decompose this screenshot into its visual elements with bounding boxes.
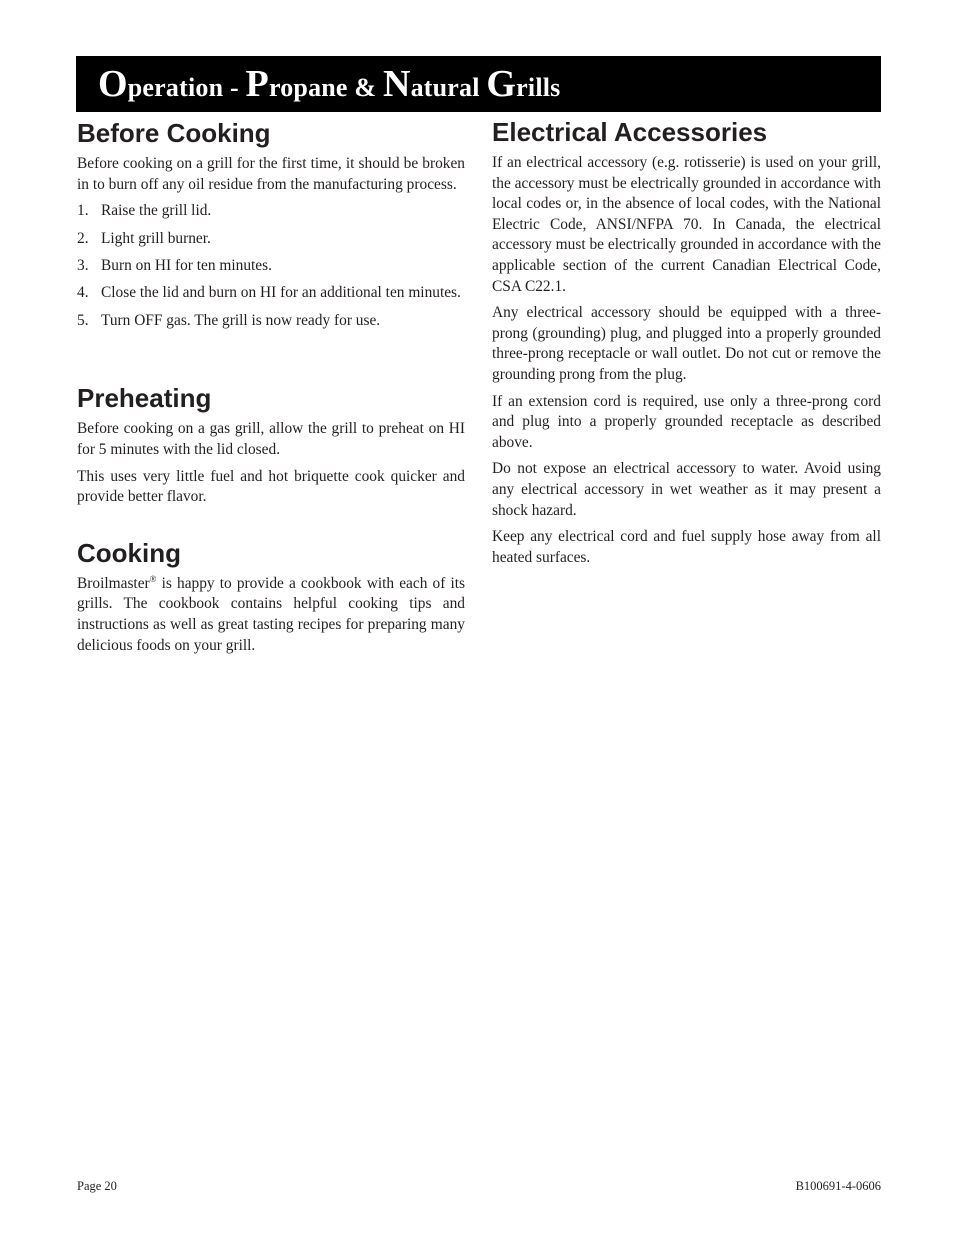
right-column bbox=[492, 112, 881, 574]
before-cooking-heading: Before Cooking bbox=[77, 118, 271, 148]
before-cooking-section bbox=[77, 118, 465, 331]
electrical-paragraph: If an extension cord is required, use only a three-prong cord and plug into a properly grounded receptacle as described above. bbox=[492, 392, 881, 451]
before-cooking-steps bbox=[77, 201, 465, 331]
electrical-accessories-heading: Electrical Accessories bbox=[492, 117, 768, 147]
preheating-paragraph: Before cooking on a gas grill, allow the grill to preheat on HI for 5 minutes with the lid closed. bbox=[77, 420, 465, 458]
electrical-accessories-section bbox=[492, 117, 881, 568]
cooking-paragraph-text: is happy to provide a cookbook with each of its grills. The cookbook contains helpful cooking tips and instructions as well as great tasting recipes for preparing many delicious foods on your grill. bbox=[77, 574, 465, 654]
before-cooking-intro: Before cooking on a grill for the first time, it should be broken in to burn off any oil residue from the manufacturing process. bbox=[77, 155, 465, 193]
step-text: Light grill burner. bbox=[101, 229, 211, 247]
electrical-paragraph: Any electrical accessory should be equipped with a three-prong (grounding) plug, and plugged into a properly grounded three-prong receptacle or wall outlet. Do not cut or remove the grounding prong from the plug. bbox=[492, 304, 881, 383]
electrical-paragraph: Keep any electrical cord and fuel supply hose away from all heated surfaces. bbox=[492, 528, 881, 566]
list-item bbox=[77, 256, 465, 277]
preheating-heading: Preheating bbox=[77, 383, 212, 414]
step-number: 3. bbox=[77, 256, 89, 274]
document-code: B100691-4-0606 bbox=[795, 1179, 881, 1193]
preheating-paragraph: This uses very little fuel and hot briquette cook quicker and provide better flavor. bbox=[77, 467, 465, 506]
title-initial-g: G bbox=[486, 63, 517, 105]
preheating-section bbox=[77, 383, 465, 507]
step-text: Raise the grill lid. bbox=[101, 202, 212, 220]
title-initial-n: N bbox=[382, 63, 411, 105]
step-number: 1. bbox=[77, 202, 89, 220]
electrical-paragraph: Do not expose an electrical accessory to water. Avoid using any electrical accessory in wet weather as it may present a shock hazard. bbox=[492, 460, 881, 519]
step-text: Close the lid and burn on HI for an additional ten minutes. bbox=[101, 284, 461, 302]
list-item bbox=[77, 283, 465, 304]
section-title-bar bbox=[76, 56, 881, 112]
list-item bbox=[77, 229, 465, 250]
title-text-rills: rills bbox=[516, 73, 561, 102]
step-number: 2. bbox=[77, 229, 89, 247]
page-number: Page 20 bbox=[77, 1179, 117, 1193]
step-text: Turn OFF gas. The grill is now ready for use. bbox=[101, 311, 381, 329]
list-item bbox=[77, 201, 465, 222]
electrical-paragraph: If an electrical accessory (e.g. rotisserie) is used on your grill, the accessory must be electrically grounded in accordance with local codes or, in the absence of local codes, with the National Electric Code, ANSI/NFPA 70. In Canada, the electrical accessory must be electrically grounded in accordance with the applicable section of the current Canadian Electrical Code, CSA C22.1. bbox=[492, 154, 881, 295]
left-column bbox=[77, 112, 465, 662]
cooking-section bbox=[77, 538, 465, 656]
title-text-peration: peration - bbox=[127, 73, 246, 102]
brand-name: Broilmaster bbox=[77, 574, 150, 592]
step-number: 4. bbox=[77, 284, 89, 302]
page-title bbox=[98, 65, 561, 103]
title-initial-p: P bbox=[245, 63, 269, 105]
title-text-ropane: ropane & bbox=[268, 73, 383, 102]
registered-trademark: ® bbox=[149, 573, 157, 584]
list-item bbox=[77, 311, 465, 332]
cooking-paragraph bbox=[77, 574, 465, 656]
step-number: 5. bbox=[77, 311, 89, 329]
title-initial-o: O bbox=[98, 63, 128, 105]
title-text-atural: atural bbox=[410, 73, 487, 102]
step-text: Burn on HI for ten minutes. bbox=[101, 256, 272, 274]
cooking-heading: Cooking bbox=[77, 537, 181, 568]
